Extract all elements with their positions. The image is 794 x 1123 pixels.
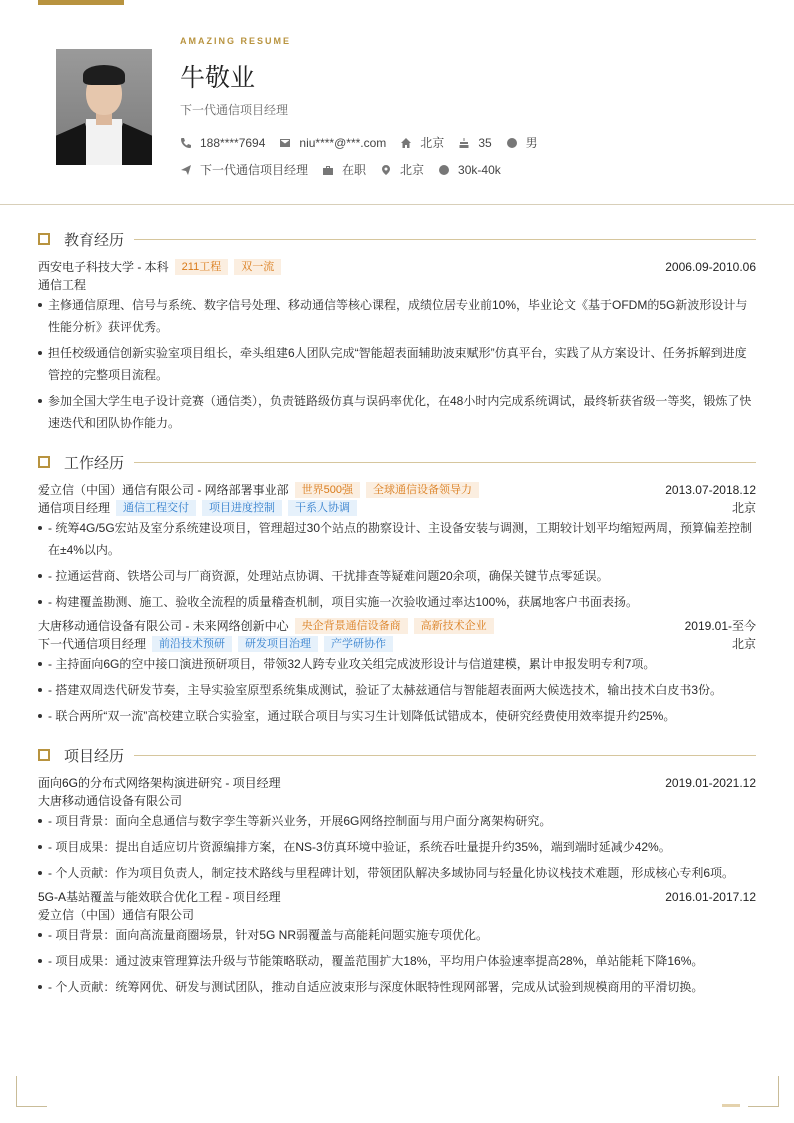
project-date: 2016.01-2017.12 [665, 889, 756, 904]
project-bullet: - 项目背景：面向高流量商圈场景，针对5G NR弱覆盖与高能耗问题实施专项优化。 [38, 924, 756, 946]
section-rule [134, 239, 756, 240]
gender-icon [506, 137, 518, 149]
intent-city-text: 北京 [400, 163, 425, 177]
section-marker-icon [38, 749, 50, 761]
job-bullet: - 联合两所“双一流”高校建立联合实验室，通过联合项目与实习生计划降低试错成本，使研究经费使用效率提升约25%。 [38, 705, 756, 727]
footer-accent [722, 1104, 740, 1107]
mail-icon [279, 137, 291, 149]
company-name: 大唐移动通信设备有限公司 - 未来网络创新中心 [38, 619, 289, 633]
gender-text: 男 [525, 136, 538, 150]
school-tag: 211工程 [175, 259, 229, 275]
avatar-photo [56, 49, 152, 165]
skill-tag: 产学研协作 [324, 636, 393, 652]
job-city: 北京 [731, 637, 756, 651]
education-bullet: 主修通信原理、信号与系统、数字信号处理、移动通信等核心课程，成绩位居专业前10%，毕业论文《基于OFDM的5G新波形设计与性能分析》获评优秀。 [38, 294, 756, 338]
project-name: 5G-A基站覆盖与能效联合优化工程 - 项目经理 [38, 890, 281, 904]
status-item [322, 161, 366, 178]
project-org-line [38, 792, 756, 809]
school-name: 西安电子科技大学 - 本科 [38, 260, 169, 274]
project-title-line [38, 774, 756, 791]
salary-item [438, 163, 501, 177]
project-name: 面向6G的分布式网络架构演进研究 - 项目经理 [38, 776, 281, 790]
company-tag: 世界500强 [295, 482, 360, 498]
job-date: 2019.01-至今 [684, 619, 756, 633]
intent-city-item [380, 161, 424, 178]
education-section-heading [38, 231, 756, 247]
corner-decoration [16, 1076, 47, 1107]
phone-icon [180, 137, 192, 149]
section-rule [134, 462, 756, 463]
home-city-text: 北京 [420, 136, 445, 150]
phone-text: 188****7694 [200, 135, 266, 150]
money-icon [438, 164, 450, 176]
job-role-line [38, 635, 756, 652]
job-role: 下一代通信项目经理 [38, 637, 147, 651]
company-name: 爱立信（中国）通信有限公司 - 网络部署事业部 [38, 483, 289, 497]
email-text: niu****@***.com [299, 135, 387, 150]
home-icon [400, 137, 412, 149]
education-date: 2006.09-2010.06 [665, 259, 756, 274]
section-marker-icon [38, 233, 50, 245]
education-bullet: 担任校级通信创新实验室项目组长，牵头组建6人团队完成“智能超表面辅助波束赋形”仿真平台，实践了从方案设计、任务拆解到进度管控的完整项目流程。 [38, 342, 756, 386]
home-city-item [400, 134, 444, 151]
project-org: 爱立信（中国）通信有限公司 [38, 908, 195, 922]
job-bullet: - 构建覆盖勘测、施工、验收全流程的质量稽查机制，项目实施一次验收通过率达100%，获属地客户书面表扬。 [38, 591, 756, 613]
salary-text: 30k-40k [458, 162, 501, 177]
section-marker-icon [38, 456, 50, 468]
project-org: 大唐移动通信设备有限公司 [38, 794, 183, 808]
skill-tag: 前沿技术预研 [152, 636, 232, 652]
major-name: 通信工程 [38, 278, 87, 292]
project-bullet: - 个人贡献：作为项目负责人，制定技术路线与里程碑计划，带领团队解决多域协同与轻量化协议栈技术难题，形成核心专利6项。 [38, 862, 756, 884]
phone-item [180, 136, 265, 150]
top-accent-bar [38, 0, 124, 5]
section-title: 教育经历 [64, 231, 125, 249]
company-tag: 央企背景通信设备商 [295, 618, 408, 634]
company-tag: 全球通信设备领导力 [366, 482, 479, 498]
projects-section-heading [38, 747, 756, 763]
age-text: 35 [478, 135, 492, 150]
project-org-line [38, 906, 756, 923]
job-company-line [38, 617, 756, 634]
age-item [458, 136, 491, 150]
skill-tag: 通信工程交付 [116, 500, 196, 516]
job-city: 北京 [731, 501, 756, 515]
education-school-line [38, 258, 756, 275]
job-role-line [38, 499, 756, 516]
job-role: 通信项目经理 [38, 501, 111, 515]
brand-label: AMAZING RESUME [180, 36, 291, 46]
job-company-line [38, 481, 756, 498]
location-icon [380, 164, 392, 176]
send-icon [180, 164, 192, 176]
job-date: 2013.07-2018.12 [665, 482, 756, 497]
job-bullet: - 统筹4G/5G宏站及室分系统建设项目，管理超过30个站点的勘察设计、主设备安装与调测，工期较计划平均缩短两周，预算偏差控制在±4%以内。 [38, 517, 756, 561]
project-bullet: - 项目成果：提出自适应切片资源编排方案，在NS-3仿真环境中验证，系统吞吐量提升约35%，端到端时延减少42%。 [38, 836, 756, 858]
job-intent-row [180, 161, 515, 178]
candidate-subtitle: 下一代通信项目经理 [180, 103, 289, 117]
section-title: 项目经历 [64, 747, 125, 765]
job-bullet: - 拉通运营商、铁塔公司与厂商资源，处理站点协调、干扰排查等疑难问题20余项，确保关键节点零延误。 [38, 565, 756, 587]
project-title-line [38, 888, 756, 905]
section-title: 工作经历 [64, 454, 125, 472]
header-divider [0, 204, 794, 205]
gender-item [506, 134, 538, 151]
status-text: 在职 [342, 163, 367, 177]
education-major-line [38, 276, 756, 293]
skill-tag: 干系人协调 [288, 500, 357, 516]
project-bullet: - 项目成果：通过波束管理算法升级与节能策略联动，覆盖范围扩大18%，平均用户体验速率提高28%，单站能耗下降16%。 [38, 950, 756, 972]
cake-icon [458, 137, 470, 149]
corner-decoration [748, 1076, 779, 1107]
intent-position-text: 下一代通信项目经理 [200, 163, 309, 177]
skill-tag: 项目进度控制 [202, 500, 282, 516]
project-bullet: - 项目背景：面向全息通信与数字孪生等新兴业务，开展6G网络控制面与用户面分离架构研究。 [38, 810, 756, 832]
education-bullet: 参加全国大学生电子设计竞赛（通信类），负责链路级仿真与误码率优化，在48小时内完成系统调试，最终斩获省级一等奖，锻炼了快速迭代和团队协作能力。 [38, 390, 756, 434]
job-bullet: - 搭建双周迭代研发节奏，主导实验室原型系统集成测试，验证了太赫兹通信与智能超表面两大候选技术，输出技术白皮书3份。 [38, 679, 756, 701]
intent-position-item [180, 161, 308, 178]
email-item [279, 136, 386, 150]
work-section-heading [38, 454, 756, 470]
project-bullet: - 个人贡献：统筹网优、研发与测试团队，推动自适应波束形与深度休眠特性现网部署，完成从试验到规模商用的平滑切换。 [38, 976, 756, 998]
company-tag: 高新技术企业 [414, 618, 494, 634]
contact-info-row [180, 134, 552, 151]
school-tag: 双一流 [234, 259, 281, 275]
section-rule [134, 755, 756, 756]
job-bullet: - 主持面向6G的空中接口演进预研项目，带领32人跨专业攻关组完成波形设计与信道建模，累计申报发明专利7项。 [38, 653, 756, 675]
skill-tag: 研发项目治理 [238, 636, 318, 652]
candidate-name: 牛敬业 [180, 64, 256, 92]
project-date: 2019.01-2021.12 [665, 775, 756, 790]
briefcase-icon [322, 164, 334, 176]
